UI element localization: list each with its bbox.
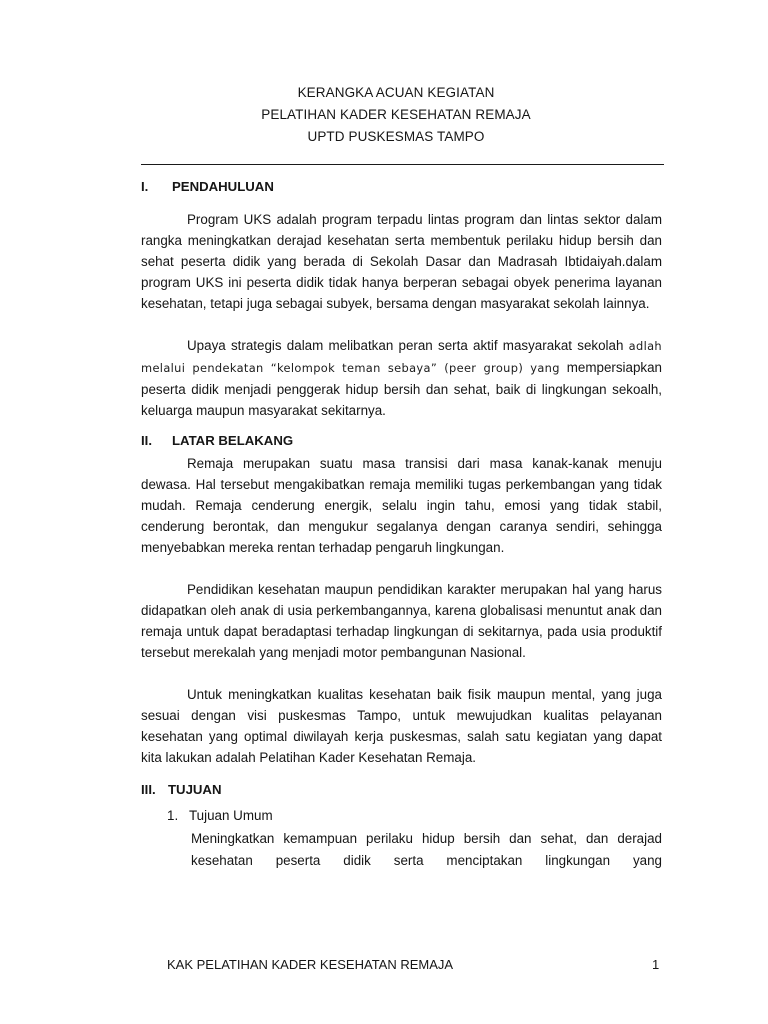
list-item-tujuan-umum <box>167 808 273 823</box>
section-number: II. <box>141 433 152 448</box>
section-number: III. <box>141 782 156 797</box>
section-number: I. <box>141 179 149 194</box>
paragraph-text-start: Upaya strategis dalam melibatkan peran serta aktif masyarakat sekolah <box>187 338 624 353</box>
document-title-line-1: KERANGKA ACUAN KEGIATAN <box>297 85 495 100</box>
document-title-line-3: UPTD PUSKESMAS TAMPO <box>307 129 485 144</box>
paragraph-text-mono: adlah melalui pendekatan “kelompok teman sebaya” (peer group) yang <box>141 339 662 375</box>
list-item-label: Tujuan Umum <box>189 808 273 823</box>
document-title-line-2: PELATIHAN KADER KESEHATAN REMAJA <box>261 107 531 122</box>
paragraph-latar-belakang-1: Remaja merupakan suatu masa transisi dari masa kanak-kanak menuju dewasa. Hal tersebut mengakibatkan remaja memiliki tugas perkembangan yang tidak mudah. Remaja cenderung energik, selalu ingin tahu, emosi yang tidak stabil, cenderung berontak, dan mengukur segalanya dengan caranya sendiri, sehingga menyebabkan mereka rentan terhadap pengaruh lingkungan. <box>141 456 662 555</box>
paragraph-latar-belakang-2: Pendidikan kesehatan maupun pendidikan karakter merupakan hal yang harus didapatkan oleh anak di usia perkembangannya, karena globalisasi menuntut anak dan remaja untuk dapat beradaptasi terhadap lingkungan di sekitarnya, pada usia produktif tersebut merekalah yang menjadi motor pembangunan Nasional. <box>141 582 662 660</box>
section-heading-pendahuluan <box>141 179 274 194</box>
paragraph-tujuan-umum: Meningkatkan kemampuan perilaku hidup bersih dan sehat, dan derajad kesehatan peserta didik serta menciptakan lingkungan yang <box>191 831 662 868</box>
section-heading-tujuan <box>141 782 221 797</box>
section-heading-latar-belakang <box>141 433 293 448</box>
paragraph-pendahuluan-1: Program UKS adalah program terpadu lintas program dan lintas sektor dalam rangka meningkatkan derajad kesehatan serta membentuk perilaku hidup bersih dan sehat peserta didik yang berada di Sekolah Dasar dan Madrasah Ibtidaiyah.dalam program UKS ini peserta didik tidak hanya berperan sebagai obyek penerima layanan kesehatan, tetapi juga sebagai subyek, bersama dengan masyarakat sekolah lainnya. <box>141 212 662 311</box>
paragraph-text-end: mempersiapkan peserta didik menjadi penggerak hidup bersih dan sehat, baik di lingkungan sekoalh, keluarga maupun masyarakat sekitarnya. <box>141 360 662 418</box>
section-title: PENDAHULUAN <box>172 179 274 194</box>
section-title: TUJUAN <box>168 782 222 797</box>
header-divider <box>141 164 664 165</box>
page-number: 1 <box>652 957 660 972</box>
paragraph-pendahuluan-2 <box>141 335 662 421</box>
footer-title: KAK PELATIHAN KADER KESEHATAN REMAJA <box>167 957 454 972</box>
list-item-number: 1. <box>167 808 179 823</box>
section-title: LATAR BELAKANG <box>172 433 294 448</box>
paragraph-latar-belakang-3: Untuk meningkatkan kualitas kesehatan baik fisik maupun mental, yang juga sesuai dengan visi puskesmas Tampo, untuk mewujudkan kualitas pelayanan kesehatan yang optimal diwilayah kerja puskesmas, salah satu kegiatan yang dapat kita lakukan adalah Pelatihan Kader Kesehatan Remaja. <box>141 687 662 765</box>
